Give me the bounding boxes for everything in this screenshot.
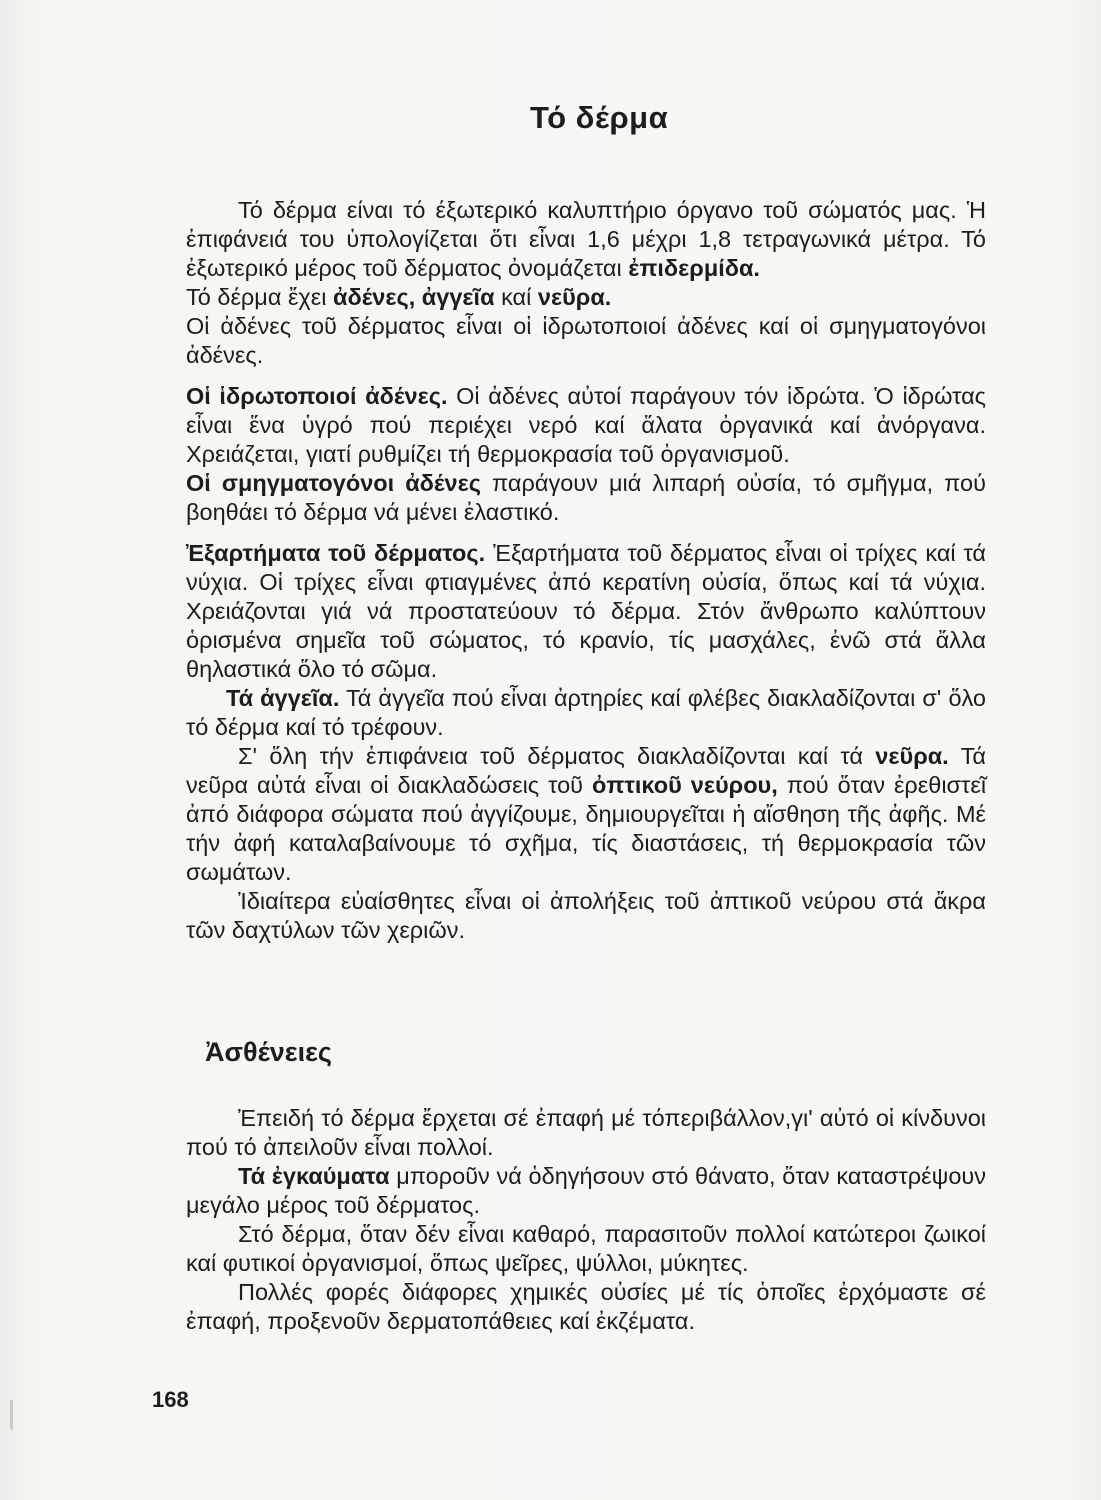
parasites-paragraph: Στό δέρμα, ὅταν δέν εἶναι καθαρό, παρασιτοῦν πολλοί κατώτεροι ζωικοί καί φυτικοί ὀργανισμοί, ὅπως ψεῖρες, ψύλλοι, μύκητες. [186,1221,986,1276]
nerves-paragraph [186,742,986,887]
vessels-text: Τά ἀγγεῖα πού εἶναι ἀρτηρίες καί φλέβες διακλαδίζονται σ' ὅλο τό δέρμα καί τό τρέφουν. [186,685,986,740]
sweat-glands-paragraph [186,382,986,469]
glands-vessels-term: ἀδένες, ἀγγεῖα [333,284,495,310]
fingertips-paragraph: Ἰδιαίτερα εὐαίσθητες εἶναι οἱ ἀπολήξεις τοῦ ἀπτικοῦ νεύρου στά ἄκρα τῶν δαχτύλων τῶν χεριῶν. [186,888,986,943]
diseases-text [186,1104,986,1336]
intro-parts-text: Τό δέρμα ἔχει [186,284,327,310]
sebaceous-glands-paragraph [186,469,986,527]
burns-text: μποροῦν νά ὁδηγήσουν στό θάνατο, ὅταν καταστρέψουν μεγάλο μέρος τοῦ δέρματος. [186,1163,986,1218]
burns-paragraph [186,1162,986,1220]
diseases-paragraph-1: Ἐπειδή τό δέρμα ἔρχεται σέ ἐπαφή μέ τόπεριβάλλον,γι' αὐτό οἱ κίνδυνοι πού τό ἀπειλοῦν εἶναι πολλοί. [186,1105,986,1160]
sebaceous-glands-heading: Οἱ σμηγματογόνοι ἀδένες [186,470,481,496]
appendages-text: Ἐξαρτήματα τοῦ δέρματος εἶναι οἱ τρίχες καί τά νύχια. Οἱ τρίχες εἶναι φτιαγμένες ἀπό κερατίνη οὐσία, ὅπως καί τά νύχια. Χρειάζονται γιά νά προστατεύουν τό δέρμα. Στόν ἄνθρωπο καλύπτουν ὁρισμένα σημεῖα τοῦ σώματος, τό κρανίο, τίς μασχάλες, ἐνῶ στά ἄλλα θηλαστικά ὅλο τό σῶμα. [186,540,986,682]
vessels-heading: Τά ἀγγεῖα. [226,685,340,711]
page-number: 168 [152,1387,189,1412]
glands-paragraph: Οἱ ἀδένες τοῦ δέρματος εἶναι οἱ ἱδρωτοποιοί ἀδένες καί οἱ σμηγματογόνοι ἀδένες. [186,313,986,368]
intro-parts [186,283,986,312]
nerves-text-2: Τά νεῦρα αὐτά εἶναι οἱ διακλαδώσεις τοῦ [186,743,987,798]
appendages-heading: Ἐξαρτήματα τοῦ δέρματος. [186,540,486,566]
sebaceous-glands-text: παράγουν μιά λιπαρή οὐσία, τό σμῆγμα, πού βοηθάει τό δέρμα νά μένει ἐλαστικό. [186,470,986,525]
nerves-bold-1: νεῦρα. [875,743,949,769]
appendages-paragraph [186,539,986,684]
chemicals-paragraph: Πολλές φορές διάφορες χημικές οὐσίες μέ τίς ὁποῖες ἐρχόμαστε σέ ἐπαφή, προξενοῦν δερματοπάθειες καί ἐκζέματα. [186,1279,986,1334]
epidermis-term: ἐπιδερμίδα. [628,255,760,281]
nerves-term: νεῦρα. [537,284,612,310]
nerves-text-1: Σ' ὅλη τήν ἐπιφάνεια τοῦ δέρματος διακλαδίζονται καί τά [238,743,863,769]
sweat-glands-text: Οἱ ἀδένες αὐτοί παράγουν τόν ἱδρώτα. Ὁ ἱδρώτας εἶναι ἕνα ὑγρό πού περιέχει νερό καί ἅλατα ὀργανικά καί ἀνόργανα. Χρειάζεται, γιατί ρυθμίζει τή θερμοκρασία τοῦ ὀργανισμοῦ. [186,383,986,467]
scan-margin-mark [10,1400,13,1430]
main-text [186,196,986,945]
nerves-bold-2: ὀπτικοῦ νεύρου, [592,772,778,798]
and-word: καί [501,284,532,310]
intro-text: Τό δέρμα είναι τό έξωτερικό καλυπτήριο όργανο τοῦ σώματός μας. Ἡ ἐπιφάνειά του ὑπολογίζεται ὅτι εἶναι 1,6 μέχρι 1,8 τετραγωνικά μέτρα. Τό ἐξωτερικό μέρος τοῦ δέρματος ὀνομάζεται [186,197,986,281]
diseases-heading: Ἀσθένειες [205,1037,332,1067]
vessels-paragraph [186,684,986,742]
sweat-glands-heading: Οἱ ἱδρωτοποιοί ἀδένες. [186,383,448,409]
page-title: Τό δέρμα [530,100,669,135]
intro-paragraph [186,196,986,283]
nerves-text-3: πού ὅταν ἐρεθιστεῖ ἀπό διάφορα σώματα πού ἀγγίζουμε, δημιουργεῖται ἡ αἴσθηση τῆς ἀφῆς. Μέ τήν ἀφή καταλαβαίνουμε τό σχῆμα, τίς διαστάσεις, τή θερμοκρασία τῶν σωμάτων. [186,772,987,885]
burns-heading: Τά ἐγκαύματα [238,1163,390,1189]
